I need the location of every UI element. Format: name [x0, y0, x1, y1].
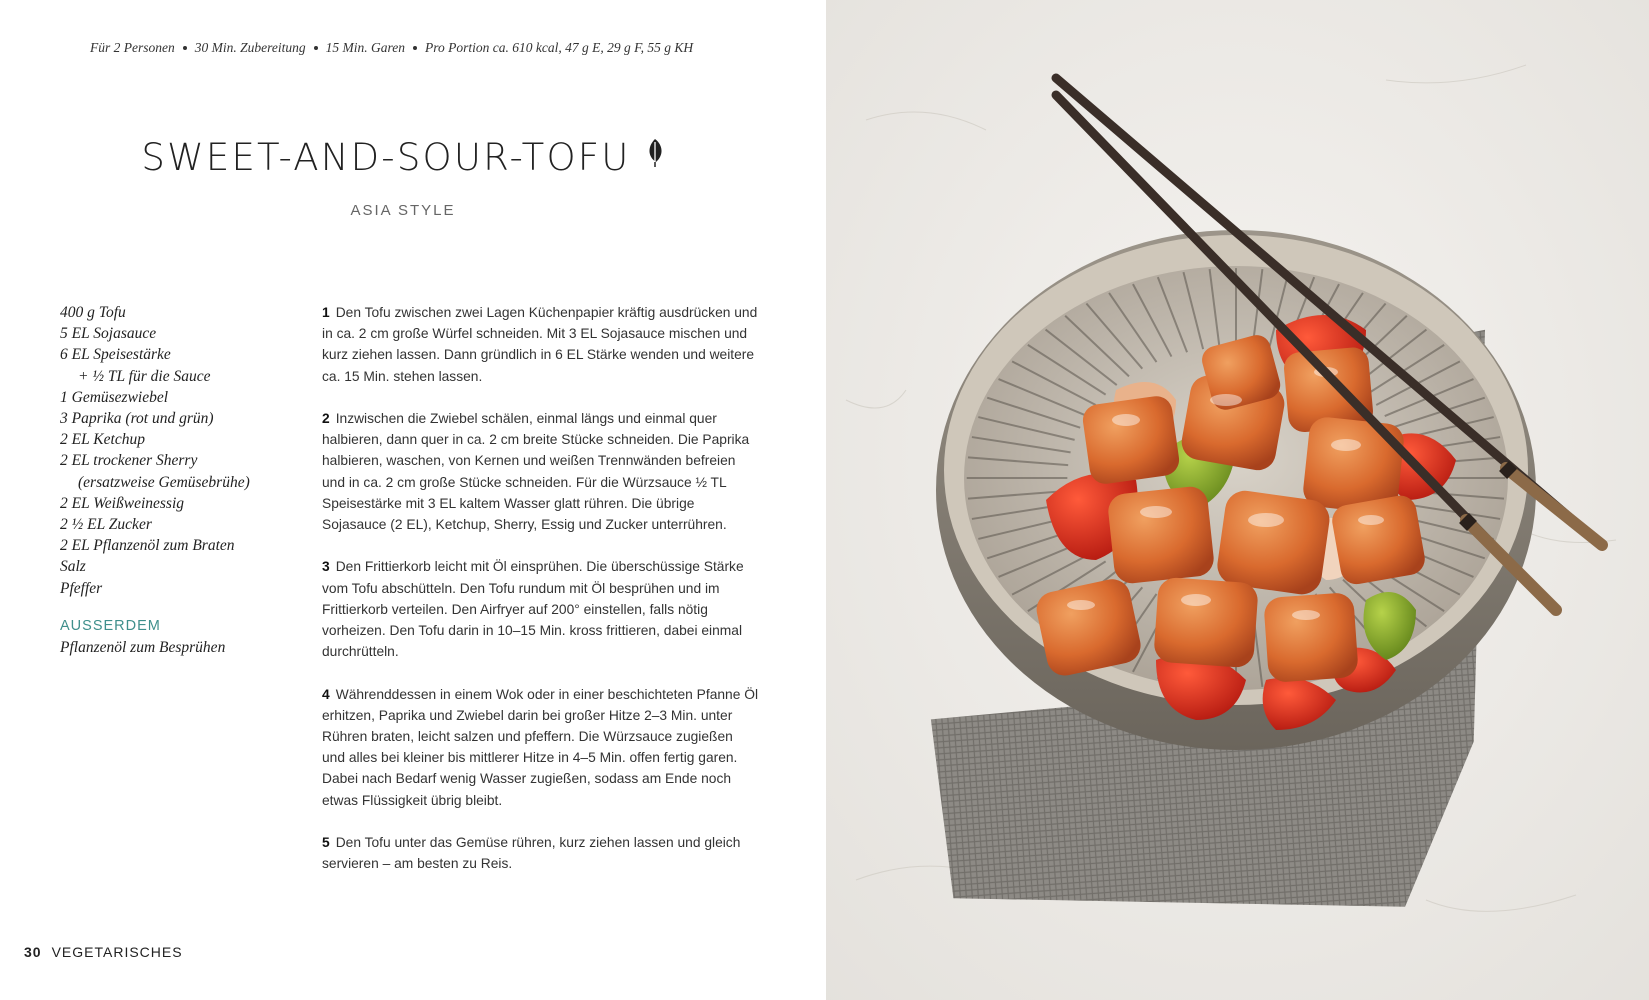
- ingredient-list: [60, 302, 300, 599]
- ingredient-item: + ½ TL für die Sauce: [78, 367, 211, 385]
- step-text: Inzwischen die Zwiebel schälen, einmal längs und einmal quer halbieren, dann quer in ca. 2 cm breite Stücke schneiden. Die Paprika halbieren, waschen, von Kernen und weißen Trennwänden befreien und in ca. 2 cm große Stücke schneiden. Für die Würzsauce ½ TL Speisestärke mit 3 EL kaltem Wasser glatt rühren. Die übrige Sojasauce (2 EL), Ketchup, Sherry, Essig und Zucker unterrühren.: [322, 411, 750, 533]
- step-text: Den Tofu unter das Gemüse rühren, kurz ziehen lassen und gleich servieren – am besten zu Reis.: [322, 835, 741, 872]
- extra-item: Pflanzenöl zum Besprühen: [60, 639, 226, 656]
- step-number: 3: [322, 559, 330, 575]
- ingredient-item: 2 EL trockener Sherry: [60, 452, 198, 470]
- ingredient-item: (ersatzweise Gemüsebrühe): [78, 473, 250, 491]
- ingredient-item: 2 EL Ketchup: [60, 431, 145, 449]
- step-text: Währenddessen in einem Wok oder in einer beschichteten Pfanne Öl erhitzen, Paprika und Zwiebel darin bei großer Hitze 2–3 Min. unter Rühren braten, leicht salzen und pfeffern. Die Würzsauce zugießen und alles bei kleiner bis mittlerer Hitze in 4–5 Min. offen fertig garen. Dabei nach Bedarf wenig Wasser zugießen, sodass am Ende noch etwas Flüssigkeit übrig bleibt.: [322, 686, 759, 808]
- step-number: 4: [322, 686, 330, 702]
- ingredient-item: 400 g Tofu: [60, 304, 126, 321]
- recipe-subtitle: ASIA STYLE: [350, 202, 456, 219]
- meta-servings: Für 2 Personen: [90, 40, 175, 55]
- recipe-title: SWEET-AND-SOUR-TOFU: [141, 136, 631, 179]
- ingredient-item: Salz: [60, 558, 86, 576]
- ingredient-item: Pfeffer: [60, 579, 103, 597]
- ingredient-item: 5 EL Sojasauce: [60, 325, 157, 343]
- bullet-icon: [314, 46, 318, 50]
- step-number: 5: [322, 835, 330, 851]
- leaf-icon: [645, 138, 665, 173]
- ingredient-item: 2 EL Weißweinessig: [60, 494, 185, 512]
- meta-prep-time: 30 Min. Zubereitung: [194, 40, 306, 55]
- step: [322, 832, 758, 874]
- bullet-icon: [183, 46, 187, 50]
- step-text: Den Frittierkorb leicht mit Öl einsprühen. Die überschüssige Stärke vom Tofu abschütteln. Den Tofu rundum mit Öl besprühen und im Frittierkorb verteilen. Den Airfryer auf 200° einstellen, falls nötig vorheizen. Den Tofu darin in 10–15 Min. kross frittieren, dabei einmal durchrütteln.: [322, 559, 744, 660]
- extra-heading: AUSSERDEM: [60, 618, 161, 634]
- title-block: [0, 136, 806, 179]
- ingredient-item: 2 ½ EL Zucker: [60, 516, 152, 534]
- step: [322, 302, 758, 387]
- ingredient-item: 3 Paprika (rot und grün): [60, 410, 214, 428]
- ingredient-item: 2 EL Pflanzenöl zum Braten: [60, 537, 235, 555]
- section-name: VEGETARISCHES: [51, 944, 183, 960]
- step-number: 2: [322, 411, 330, 426]
- step: [322, 408, 758, 535]
- food-photo: [826, 0, 1649, 1000]
- meta-cook-time: 15 Min. Garen: [325, 40, 405, 55]
- instruction-steps: [322, 302, 758, 896]
- step: [322, 684, 758, 811]
- recipe-meta: [90, 40, 693, 56]
- page-footer: [24, 944, 183, 960]
- page-number: 30: [24, 944, 42, 960]
- bullet-icon: [413, 46, 417, 50]
- ingredient-item: 1 Gemüsezwiebel: [60, 388, 169, 406]
- step-number: 1: [322, 305, 330, 320]
- step: [322, 556, 758, 662]
- meta-nutrition: Pro Portion ca. 610 kcal, 47 g E, 29 g F, 55 g KH: [425, 40, 694, 55]
- step-text: Den Tofu zwischen zwei Lagen Küchenpapier kräftig ausdrücken und in ca. 2 cm große Würfel schneiden. Mit 3 EL Sojasauce mischen und kurz ziehen lassen. Dann gründlich in 6 EL Stärke wenden und weitere ca. 15 Min. stehen lassen.: [322, 305, 758, 384]
- ingredient-item: 6 EL Speisestärke: [60, 346, 171, 364]
